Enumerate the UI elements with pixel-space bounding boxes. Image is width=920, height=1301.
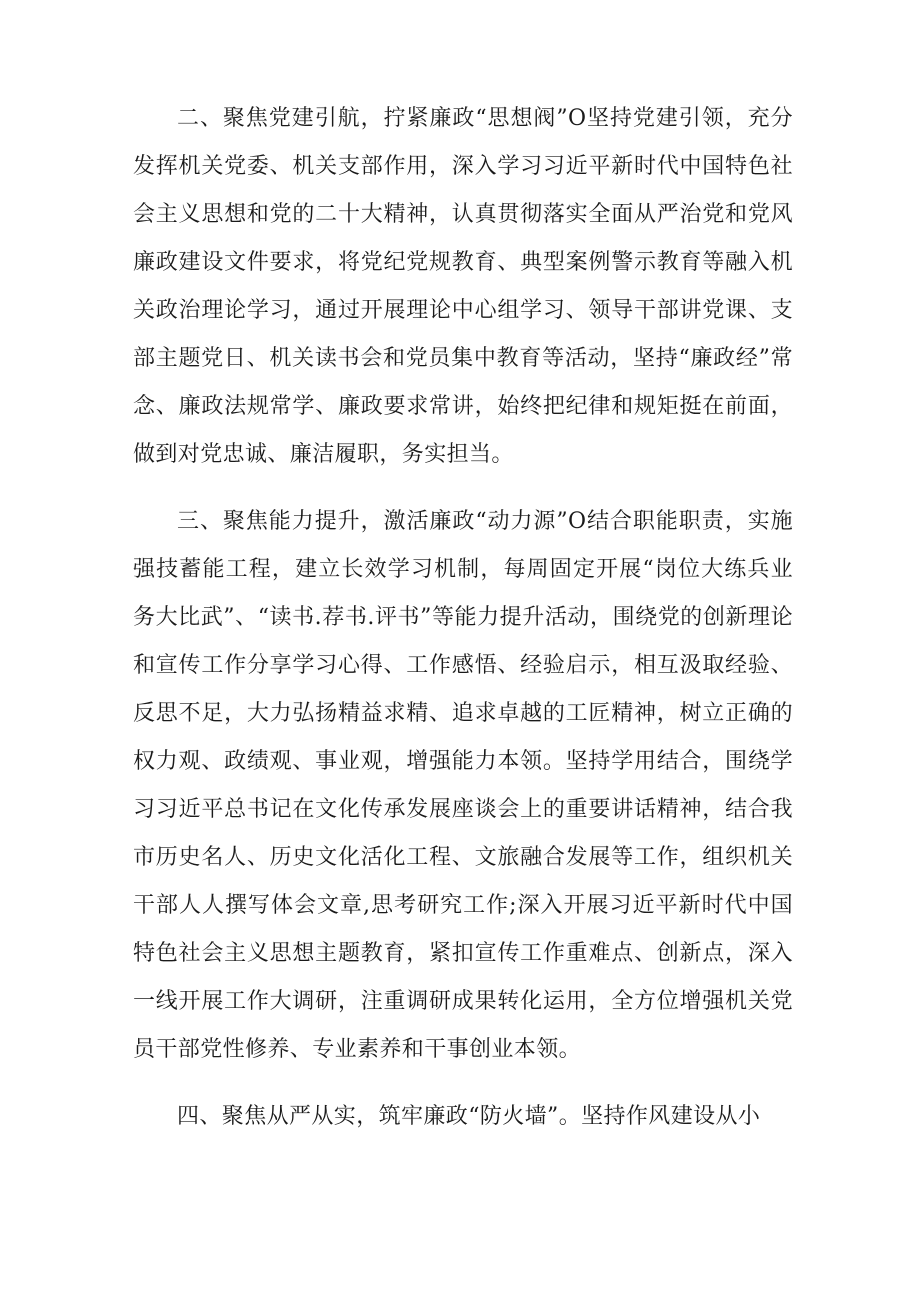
- paragraph-three: 三、聚焦能力提升，激活廉政“动力源”O结合职能职责，实施强技蓄能工程，建立长效学习机制，每周固定开展“岗位大练兵业务大比武”、“读书.荐书.评书”等能力提升活动，围绕党的创新理论和宣传工作分享学习心得、工作感悟、经验启示，相互汲取经验、反思不足，大力弘扬精益求精、追求卓越的工匠精神，树立正确的权力观、政绩观、事业观，增强能力本领。坚持学用结合，围绕学习习近平总书记在文化传承发展座谈会上的重要讲话精神，结合我市历史名人、历史文化活化工程、文旅融合发展等工作，组织机关干部人人撰写体会文章,思考研究工作;深入开展习近平新时代中国特色社会主义思想主题教育，紧扣宣传工作重难点、创新点，深入一线开展工作大调研，注重调研成果转化运用，全方位增强机关党员干部党性修养、专业素养和干事创业本领。: [133, 509, 793, 1062]
- paragraph-four: 四、聚焦从严从实，筑牢廉政“防火墙”。坚持作风建设从小: [177, 1104, 761, 1129]
- paragraph-two: 二、聚焦党建引航，拧紧廉政“思想阀”O坚持党建引领，充分发挥机关党委、机关支部作用，深入学习习近平新时代中国特色社会主义思想和党的二十大精神，认真贯彻落实全面从严治党和党风廉政建设文件要求，将党纪党规教育、典型案例警示教育等融入机关政治理论学习，通过开展理论中心组学习、领导干部讲党课、支部主题党日、机关读书会和党员集中教育等活动，坚持“廉政经”常念、廉政法规常学、廉政要求常讲，始终把纪律和规矩挺在前面，做到对党忠诚、廉洁履职，务实担当。: [133, 106, 793, 467]
- document-body: [133, 95, 793, 1160]
